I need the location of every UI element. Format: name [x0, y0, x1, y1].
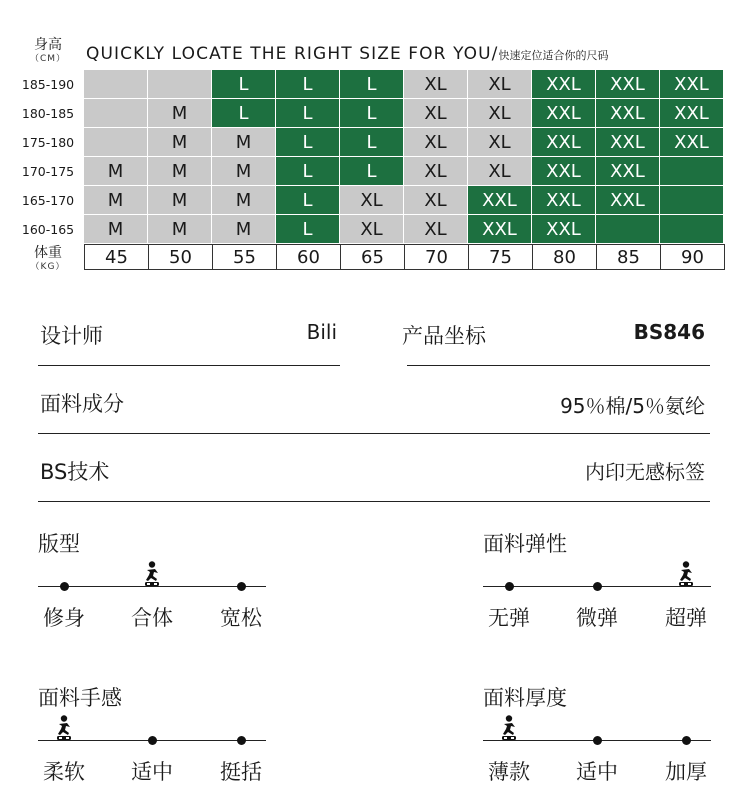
size-cell: XXL: [660, 99, 724, 128]
weight-value: 75: [469, 245, 533, 269]
size-cell: L: [212, 70, 276, 99]
slider-title: 面料厚度: [483, 686, 567, 710]
slider-option-label: 适中: [131, 760, 173, 784]
size-cell: XXL: [532, 70, 596, 99]
slider-title: 版型: [38, 532, 80, 556]
designer-value: Bili: [306, 320, 337, 344]
thickness-slider: [483, 682, 711, 784]
weight-value: 60: [277, 245, 341, 269]
weight-value: 85: [597, 245, 661, 269]
weight-row: [84, 244, 725, 270]
height-row-label: 185-190: [21, 77, 75, 92]
slider-option-label: 适中: [576, 760, 618, 784]
size-cell: XL: [404, 128, 468, 157]
fabric-label: 面料成分: [40, 392, 124, 416]
size-cell: [84, 99, 148, 128]
size-cell: XXL: [596, 70, 660, 99]
slider-dot: [682, 736, 691, 745]
slider-option-label: 超弹: [665, 606, 707, 630]
size-cell: M: [148, 99, 212, 128]
size-cell: M: [148, 157, 212, 186]
slider-marker: [501, 715, 517, 741]
slider-marker: [678, 561, 694, 587]
product-code-value: BS846: [633, 320, 705, 344]
elasticity-slider: [483, 528, 711, 630]
size-cell: XL: [340, 186, 404, 215]
weight-axis-label: 体重: [34, 245, 62, 261]
slider-title: 面料手感: [38, 686, 122, 710]
slider-option-label: 无弹: [488, 606, 530, 630]
height-row-label: 175-180: [21, 135, 75, 150]
height-row-label: 165-170: [21, 193, 75, 208]
fit-slider: [38, 528, 266, 630]
slider-dot: [60, 582, 69, 591]
tech-divider: [38, 501, 710, 502]
size-cell: XL: [404, 99, 468, 128]
slider-option-label: 宽松: [220, 606, 262, 630]
size-cell: XL: [404, 70, 468, 99]
size-chart-title: [86, 44, 608, 64]
size-cell: XL: [468, 157, 532, 186]
size-cell: [148, 70, 212, 99]
size-cell: XXL: [532, 99, 596, 128]
walking-figure-icon: [56, 715, 72, 741]
slider-dot: [148, 736, 157, 745]
size-cell: L: [276, 99, 340, 128]
size-cell: [660, 186, 724, 215]
weight-value: 50: [149, 245, 213, 269]
size-cell: XL: [468, 128, 532, 157]
slider-dot: [237, 736, 246, 745]
size-chart-title-cn: 快速定位适合你的尺码: [498, 49, 609, 62]
height-row-labels: [14, 70, 82, 244]
slider-option-label: 修身: [43, 606, 85, 630]
height-axis-label: 身高: [34, 37, 62, 53]
weight-value: 45: [85, 245, 149, 269]
size-cell: L: [276, 186, 340, 215]
weight-axis-unit: （KG）: [30, 262, 66, 272]
size-cell: XXL: [660, 128, 724, 157]
fabric-divider: [38, 433, 710, 434]
weight-value: 55: [213, 245, 277, 269]
tech-value: 内印无感标签: [585, 460, 705, 484]
slider-option-label: 微弹: [576, 606, 618, 630]
product-code-divider: [407, 365, 710, 366]
slider-marker: [56, 715, 72, 741]
size-cell: XL: [468, 70, 532, 99]
size-cell: L: [276, 70, 340, 99]
size-cell: XXL: [660, 70, 724, 99]
size-cell: L: [276, 128, 340, 157]
size-cell: XXL: [596, 157, 660, 186]
size-grid: [84, 70, 724, 244]
size-cell: XL: [468, 99, 532, 128]
slider-dot: [505, 582, 514, 591]
size-cell: L: [340, 128, 404, 157]
weight-value: 90: [661, 245, 725, 269]
size-cell: L: [340, 70, 404, 99]
height-row-label: 160-165: [21, 222, 75, 237]
weight-value: 70: [405, 245, 469, 269]
size-cell: XXL: [532, 186, 596, 215]
size-cell: M: [212, 186, 276, 215]
height-axis-caption: [22, 38, 74, 64]
size-cell: XXL: [468, 215, 532, 244]
size-cell: XL: [404, 215, 468, 244]
size-cell: L: [340, 99, 404, 128]
size-cell: M: [212, 157, 276, 186]
size-cell: XL: [340, 215, 404, 244]
slider-dot: [593, 582, 602, 591]
size-cell: [84, 128, 148, 157]
size-cell: L: [276, 215, 340, 244]
size-cell: L: [212, 99, 276, 128]
size-cell: M: [84, 215, 148, 244]
size-cell: M: [212, 215, 276, 244]
size-cell: XL: [404, 186, 468, 215]
designer-divider: [38, 365, 340, 366]
height-row-label: 180-185: [21, 106, 75, 121]
size-cell: XXL: [532, 128, 596, 157]
walking-figure-icon: [501, 715, 517, 741]
size-cell: [660, 157, 724, 186]
slider-dot: [593, 736, 602, 745]
size-cell: M: [212, 128, 276, 157]
size-cell: M: [148, 128, 212, 157]
size-cell: XXL: [596, 186, 660, 215]
slider-option-label: 加厚: [665, 760, 707, 784]
walking-figure-icon: [678, 561, 694, 587]
size-cell: M: [84, 157, 148, 186]
size-cell: L: [276, 157, 340, 186]
size-cell: M: [148, 215, 212, 244]
designer-label: 设计师: [40, 324, 103, 348]
size-cell: XXL: [532, 215, 596, 244]
size-cell: XXL: [532, 157, 596, 186]
size-cell: M: [84, 186, 148, 215]
size-cell: L: [340, 157, 404, 186]
size-chart-header: [0, 38, 750, 70]
size-cell: XXL: [596, 128, 660, 157]
size-cell: [84, 70, 148, 99]
slider-option-label: 合体: [131, 606, 173, 630]
slider-option-label: 薄款: [488, 760, 530, 784]
size-cell: XXL: [596, 99, 660, 128]
slider-title: 面料弹性: [483, 532, 567, 556]
height-row-label: 170-175: [21, 164, 75, 179]
tech-label: BS技术: [40, 460, 110, 484]
size-cell: [660, 215, 724, 244]
size-cell: XXL: [468, 186, 532, 215]
walking-figure-icon: [144, 561, 160, 587]
slider-marker: [144, 561, 160, 587]
size-cell: M: [148, 186, 212, 215]
hand-feel-slider: [38, 682, 266, 784]
slider-dot: [237, 582, 246, 591]
fabric-value: 95％棉/5％氨纶: [560, 394, 705, 418]
product-code-label: 产品坐标: [402, 324, 486, 348]
weight-value: 80: [533, 245, 597, 269]
size-cell: [596, 215, 660, 244]
size-chart-title-en: QUICKLY LOCATE THE RIGHT SIZE FOR YOU/: [86, 44, 499, 64]
weight-value: 65: [341, 245, 405, 269]
slider-option-label: 挺括: [220, 760, 262, 784]
height-axis-unit: （CM）: [29, 54, 67, 64]
slider-option-label: 柔软: [43, 760, 85, 784]
size-cell: XL: [404, 157, 468, 186]
weight-axis-caption: [22, 246, 74, 272]
